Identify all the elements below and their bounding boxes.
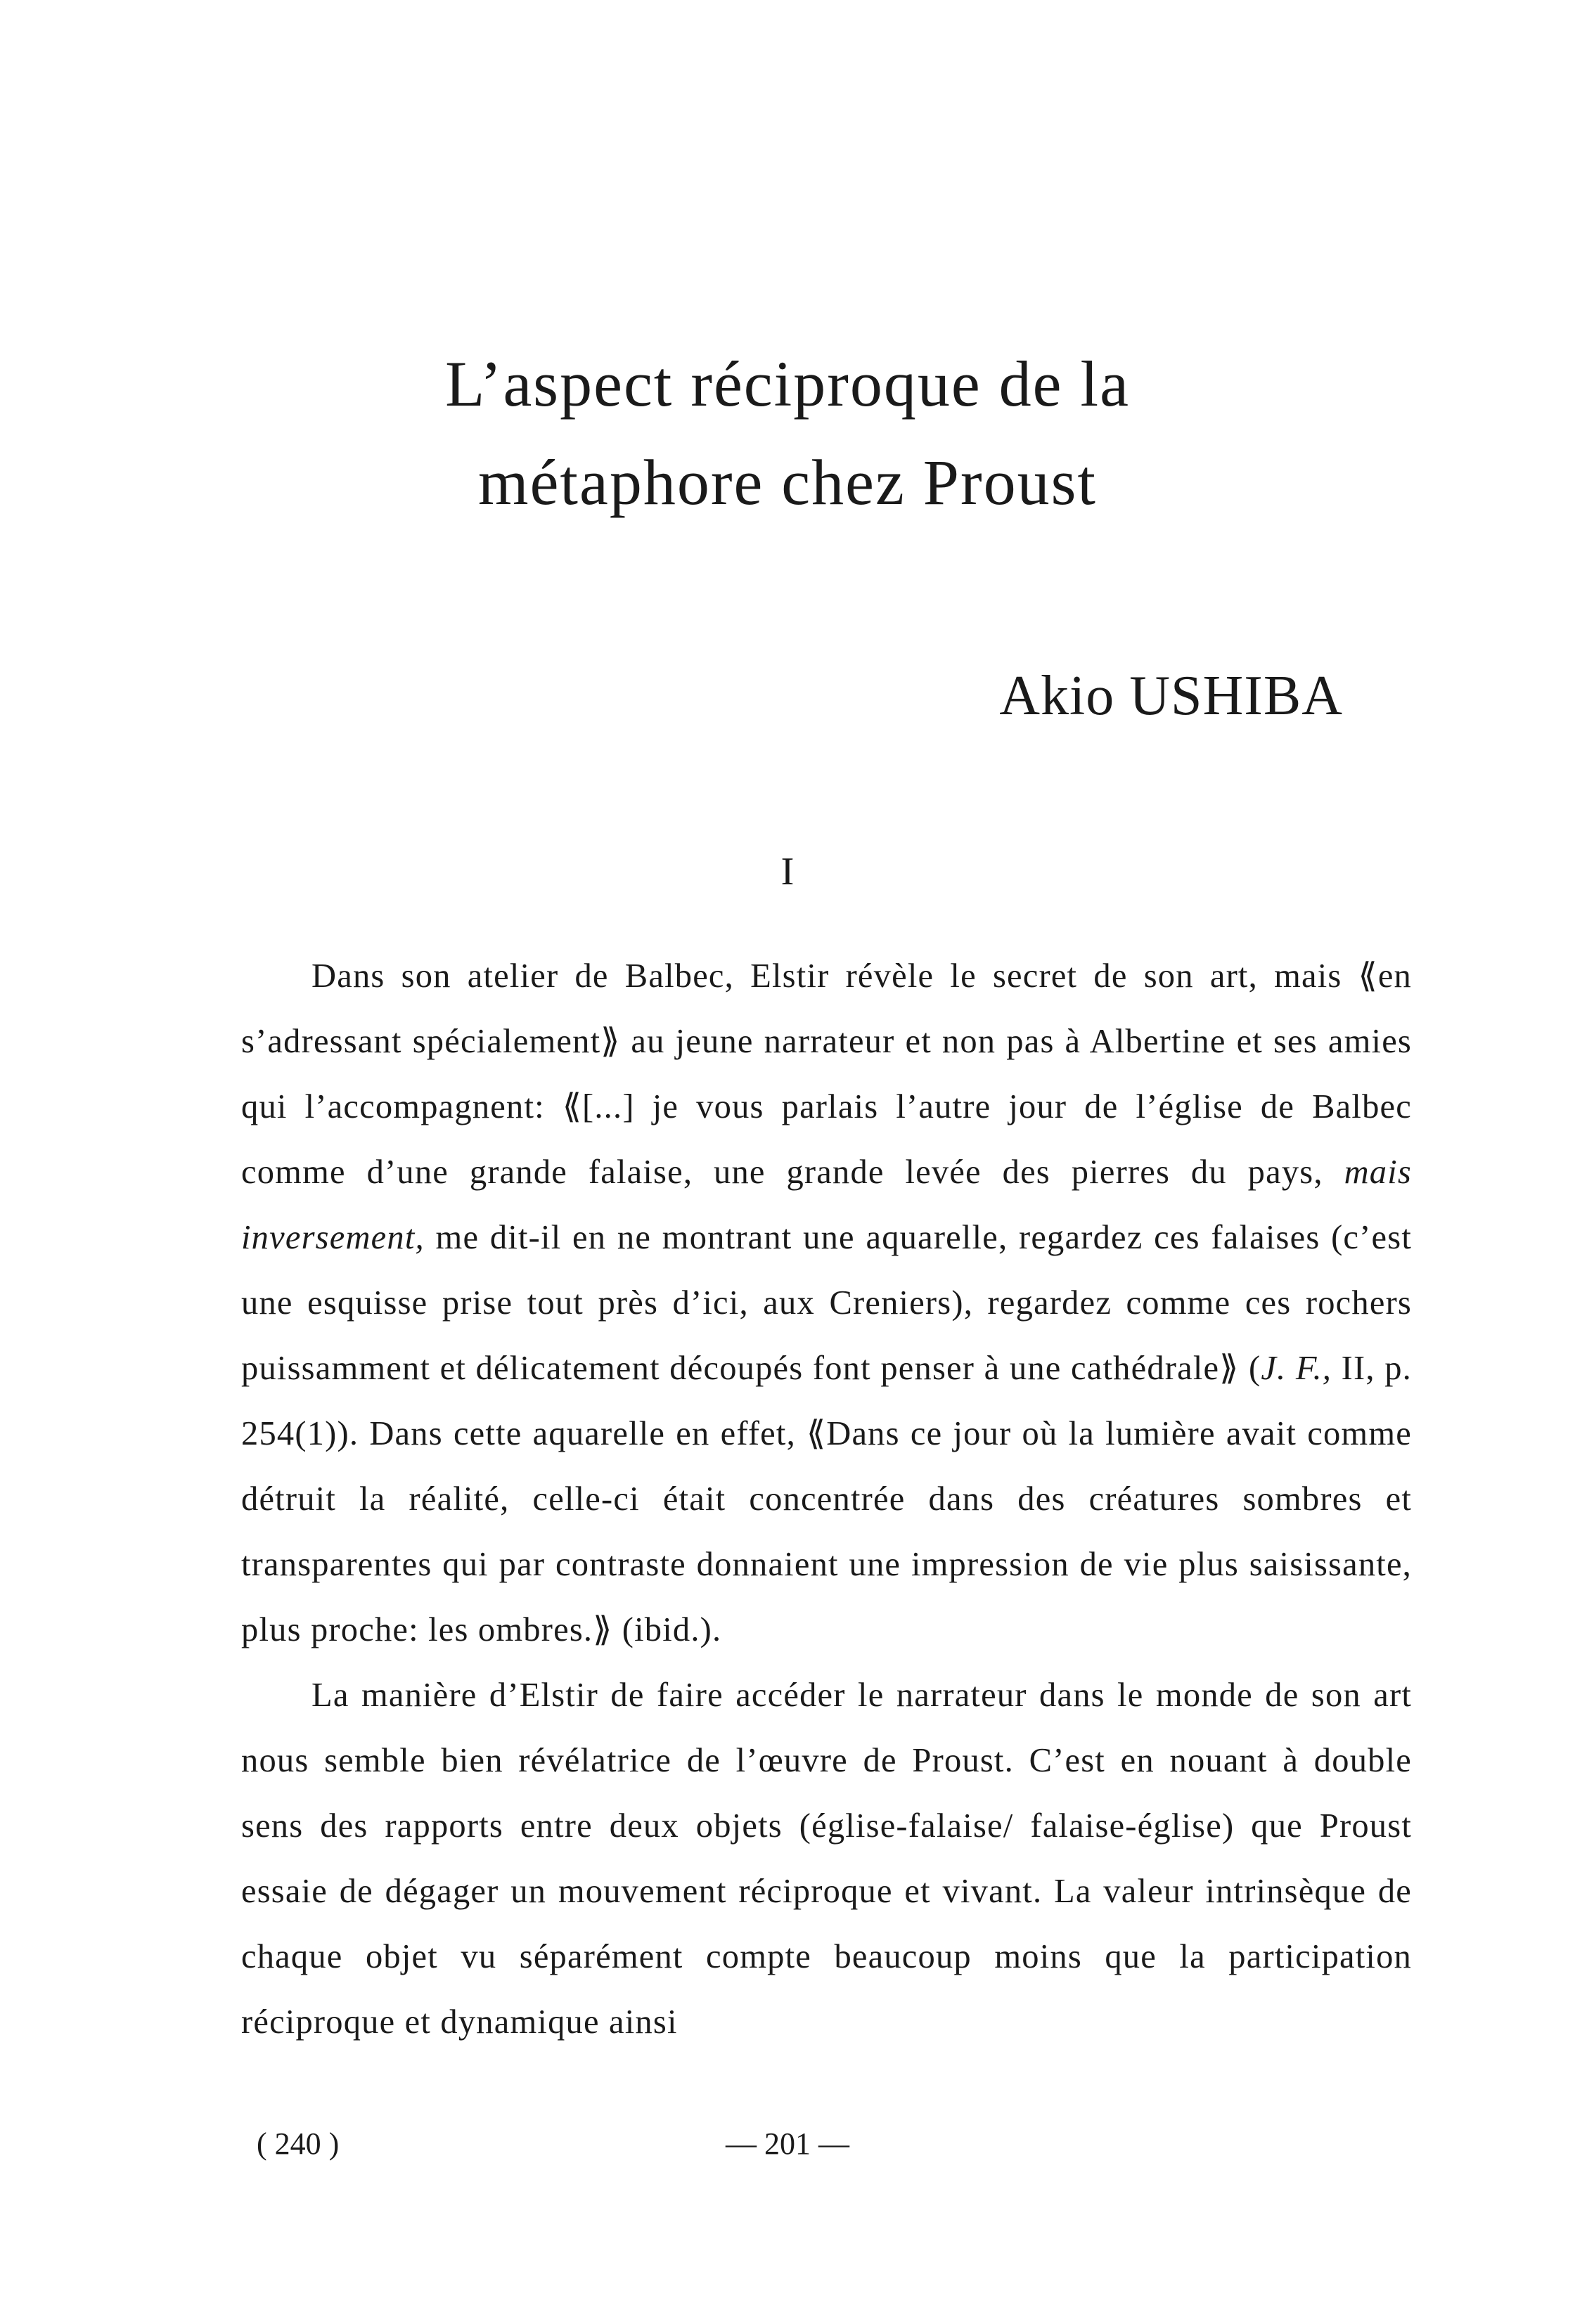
paragraph-1-text-c: II, p. 254(1)). Dans cette aquarelle en effet, ⟪Dans ce jour où la lumière avait comme détruit la réalité, celle-ci était concentrée dans des créatures sombres et transparentes qui par contraste donnaient une impression de vie plus saisissante, plus proche: les ombres.⟫ (ibid.). <box>241 1350 1412 1648</box>
author-name: Akio USHIBA <box>999 665 1343 727</box>
paragraph-1-italic-b: J. F., <box>1261 1350 1332 1387</box>
paragraph-2: La manière d’Elstir de faire accéder le narrateur dans le monde de son art nous semble bien révélatrice de l’œuvre de Proust. C’est en nouant à double sens des rapports entre deux objets (église-falaise/ falaise-église) que Proust essaie de dégager un mouvement réciproque et vivant. La valeur intrinsèque de chaque objet vu séparément compte beaucoup moins que la participation réciproque et dynamique ainsi <box>241 1677 1412 2041</box>
footer-page-number-original: ( 240 ) <box>257 2126 340 2161</box>
title-line-1: L’aspect réciproque de la <box>445 348 1130 420</box>
footer-page-number: — 201 — <box>726 2126 849 2161</box>
title-line-2: métaphore chez Proust <box>478 446 1097 518</box>
paragraph-1 <box>241 943 1412 1663</box>
paragraph-1-italic-a: mais inversement, <box>241 1154 1412 1256</box>
paragraph-1-text-b: me dit-il en ne montrant une aquarelle, regardez ces falaises (c’est une esquisse prise tout près d’ici, aux Creniers), regardez comme ces rochers puissamment et délicatement découpés font penser à une cathédrale⟫ ( <box>241 1219 1412 1387</box>
paragraph-1-text-a: Dans son atelier de Balbec, Elstir révèle le secret de son art, mais ⟪en s’adressant spécialement⟫ au jeune narrateur et non pas à Albertine et ses amies qui l’accompagnent: ⟪[...] je vous parlais l’autre jour de l’église de Balbec comme d’une grande falaise, une grande levée des pierres du pays, <box>241 957 1412 1191</box>
body-text <box>241 943 1412 2055</box>
section-number: I <box>780 850 795 893</box>
